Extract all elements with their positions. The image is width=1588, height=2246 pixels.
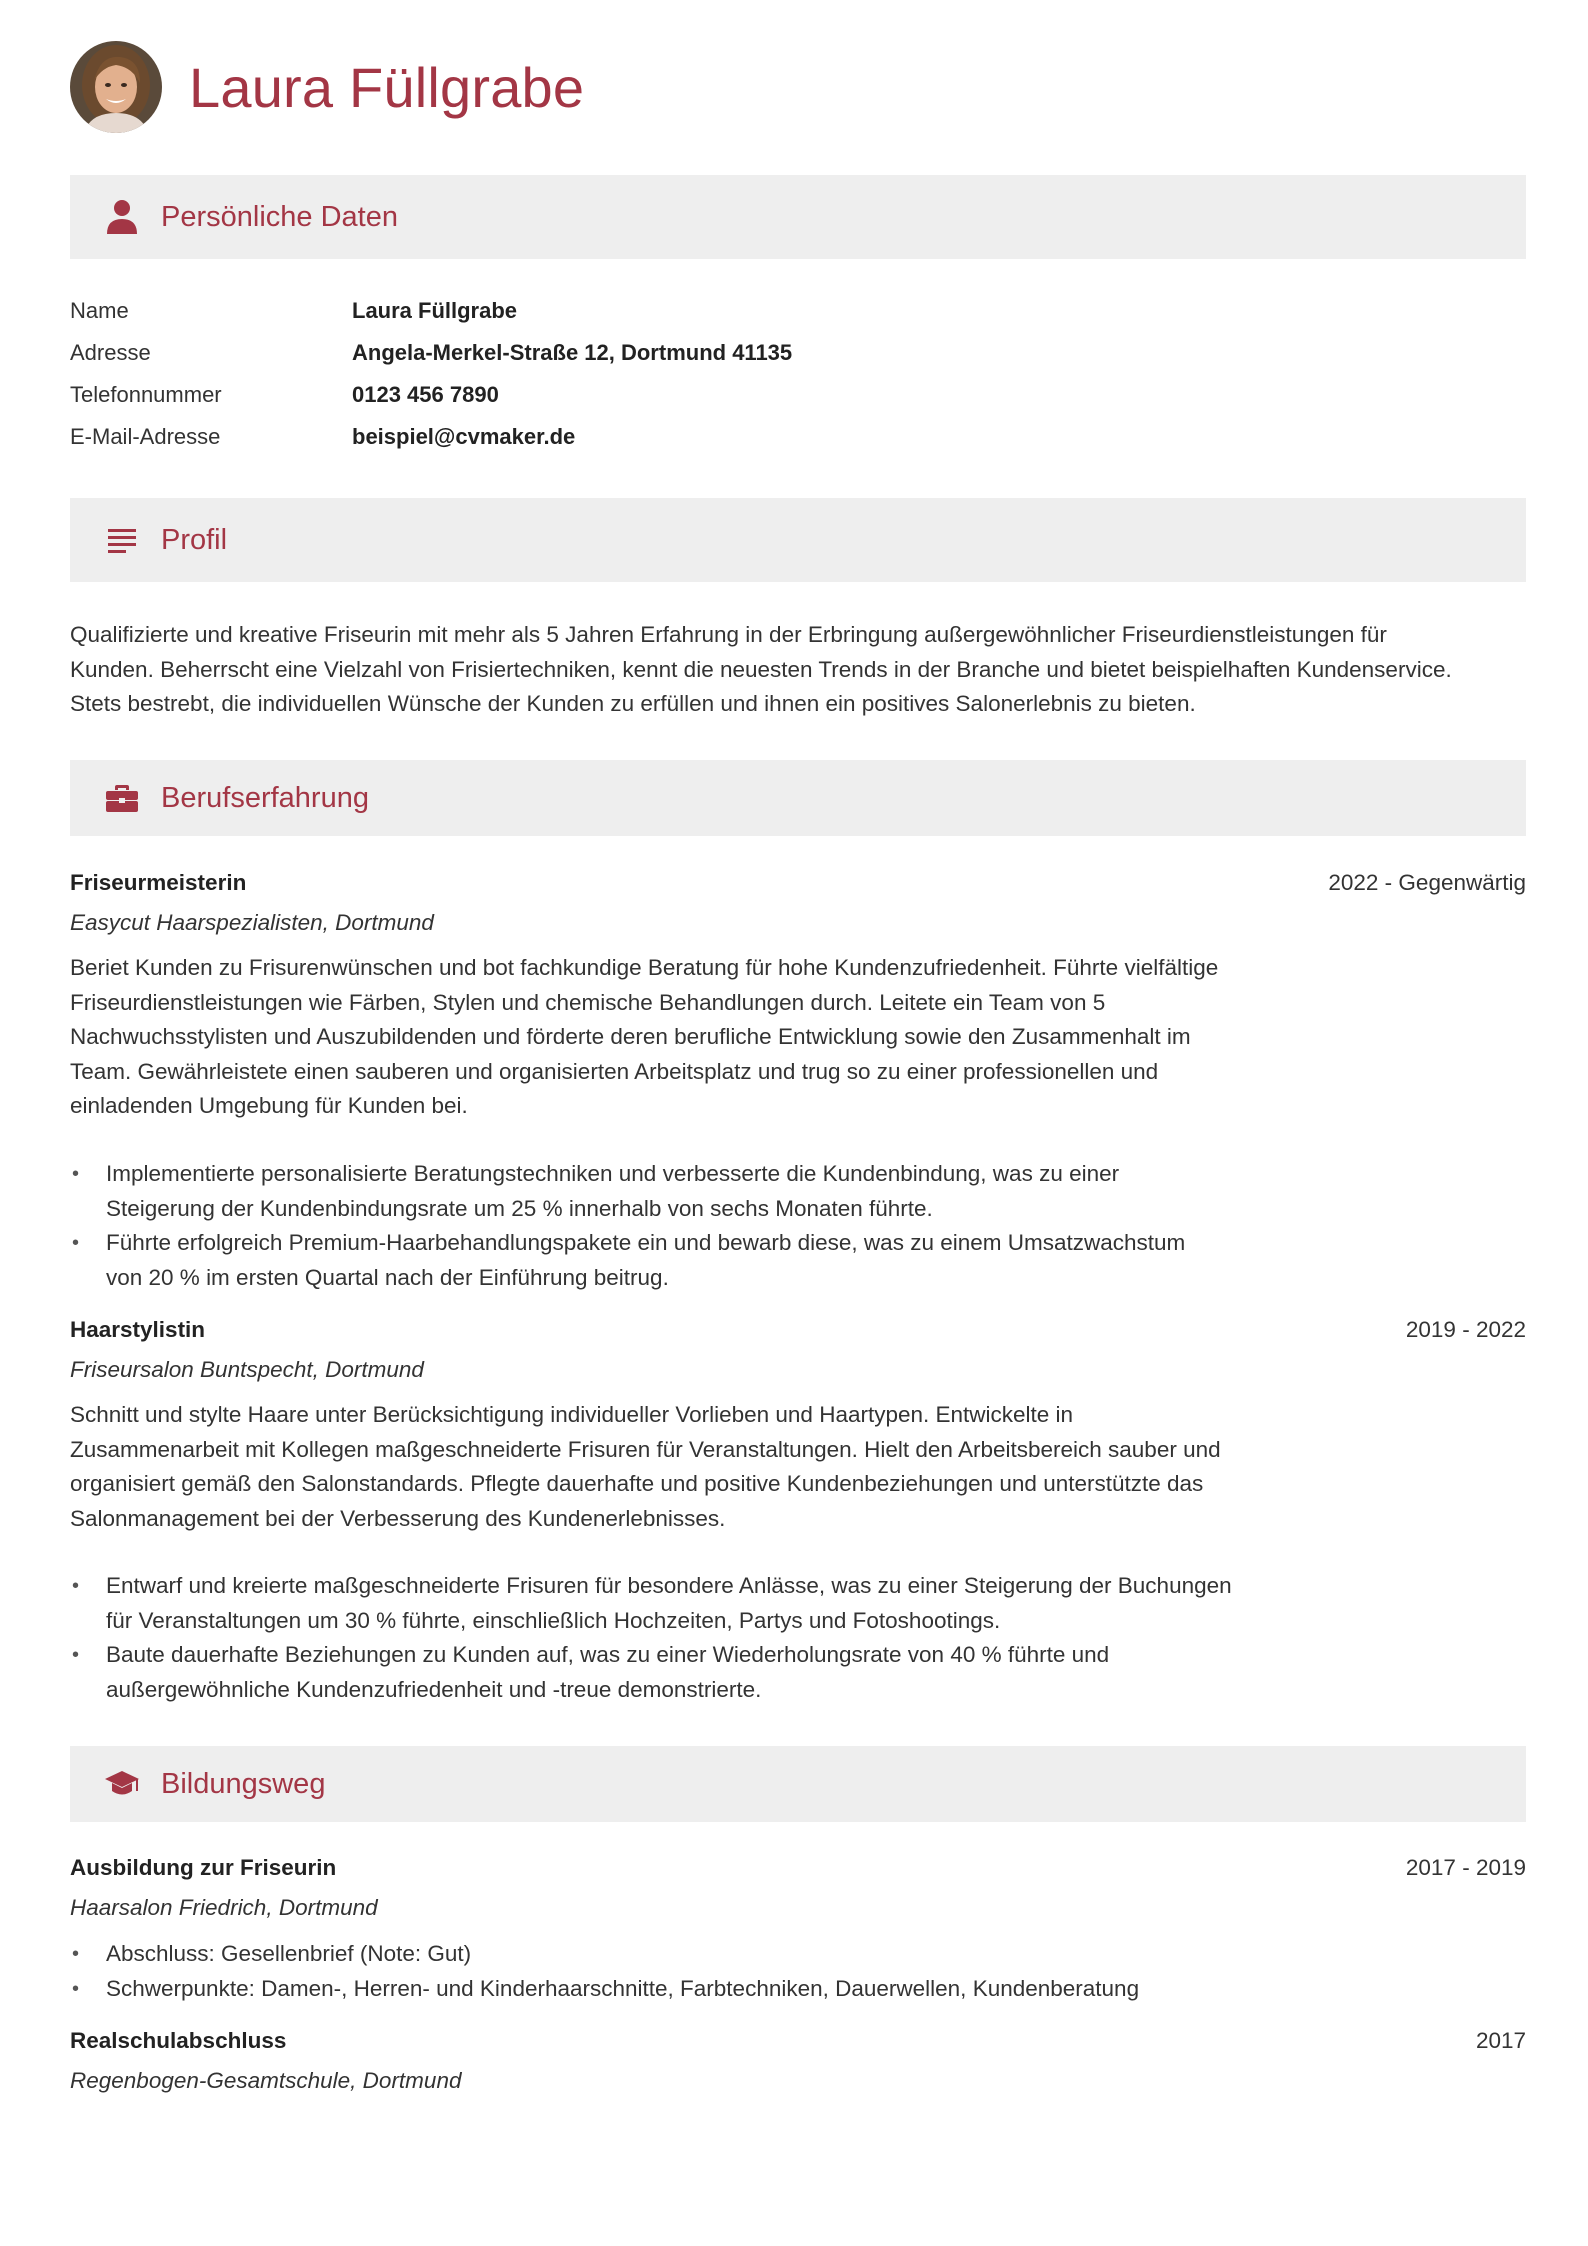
list-item bbox=[70, 1226, 1370, 1295]
text-line: Steigerung der Kundenbindungsrate um 25 % innerhalb von sechs Monaten führte. bbox=[106, 1195, 933, 1221]
education-title: Realschulabschluss bbox=[70, 2028, 287, 2053]
text-line: Team. Gewährleistete einen sauberen und organisierten Arbeitsplatz und trug so zu einer professionellen und bbox=[70, 1058, 1159, 1084]
education-institution: Regenbogen-Gesamtschule, Dortmund bbox=[70, 2068, 462, 2093]
section-header-experience bbox=[70, 760, 1526, 836]
section-title: Persönliche Daten bbox=[161, 200, 398, 233]
personal-data-table bbox=[70, 290, 1070, 458]
education-title: Ausbildung zur Friseurin bbox=[70, 1855, 337, 1880]
text-line: Beriet Kunden zu Frisurenwünschen und bot fachkundige Beratung für hohe Kundenzufriedenheit. Führte vielfältige bbox=[70, 955, 1219, 980]
text-line: Salonmanagement bei der Verbesserung des Kundenerlebnisses. bbox=[70, 1505, 726, 1531]
personal-row bbox=[70, 374, 1070, 416]
personal-row bbox=[70, 290, 1070, 332]
candidate-name: Laura Füllgrabe bbox=[189, 55, 585, 119]
field-label: E-Mail-Adresse bbox=[70, 424, 221, 449]
list-item bbox=[70, 1569, 1370, 1638]
personal-row bbox=[70, 416, 1070, 458]
job-date: 2019 - 2022 bbox=[1405, 1317, 1526, 1342]
education-institution: Haarsalon Friedrich, Dortmund bbox=[70, 1895, 378, 1920]
list-item bbox=[70, 1157, 1370, 1226]
education-details bbox=[70, 1937, 1526, 2006]
field-value: 0123 456 7890 bbox=[352, 382, 499, 407]
text-line: einladenden Umgebung für Kunden bei. bbox=[70, 1093, 468, 1118]
job-employer: Easycut Haarspezialisten, Dortmund bbox=[70, 910, 434, 935]
personal-row bbox=[70, 332, 1070, 374]
section-header-education bbox=[70, 1746, 1526, 1822]
job-description bbox=[70, 951, 1370, 1124]
list-item bbox=[70, 1638, 1370, 1707]
avatar bbox=[70, 41, 162, 133]
person-icon bbox=[103, 198, 141, 236]
field-value: Laura Füllgrabe bbox=[352, 298, 518, 323]
job-description bbox=[70, 1398, 1370, 1536]
section-header-profile bbox=[70, 498, 1526, 582]
field-label: Adresse bbox=[70, 340, 151, 365]
text-line: • Führte erfolgreich Premium-Haarbehandlungspakete ein und bewarb diese, was zu einem Umsatzwachstum bbox=[106, 1230, 1186, 1255]
graduation-cap-icon bbox=[103, 1765, 141, 1803]
profile-text bbox=[70, 618, 1526, 722]
briefcase-icon bbox=[103, 779, 141, 817]
text-line: Qualifizierte und kreative Friseurin mit mehr als 5 Jahren Erfahrung in der Erbringung außergewöhnlicher Friseurdienstleistungen für bbox=[70, 622, 1387, 647]
section-title: Bildungsweg bbox=[161, 1767, 326, 1800]
resume-header bbox=[70, 40, 584, 134]
text-line: Schnitt und stylte Haare unter Berücksichtigung individueller Vorlieben und Haartypen. Entwickelte in bbox=[70, 1402, 1074, 1427]
job-title: Friseurmeisterin bbox=[70, 870, 247, 895]
job-title: Haarstylistin bbox=[70, 1317, 206, 1342]
section-title: Berufserfahrung bbox=[161, 781, 369, 814]
text-line: Kunden. Beherrscht eine Vielzahl von Frisiertechniken, kennt die neuesten Trends in der Branche und bietet beispielhaften Kundenservice. bbox=[70, 656, 1452, 682]
text-line: Friseurdienstleistungen wie Färben, Stylen und chemische Behandlungen durch. Leitete ein Team von 5 bbox=[70, 989, 1106, 1015]
section-header-personal bbox=[70, 175, 1526, 259]
job-employer: Friseursalon Buntspecht, Dortmund bbox=[70, 1357, 424, 1382]
field-label: Telefonnummer bbox=[70, 382, 222, 407]
section-title: Profil bbox=[161, 523, 228, 556]
list-item: • Abschluss: Gesellenbrief (Note: Gut) bbox=[70, 1937, 1526, 1972]
text-lines-icon bbox=[103, 521, 141, 559]
text-line: Stets bestrebt, die individuellen Wünsche der Kunden zu erfüllen und ihnen ein positives Salonerlebnis zu bieten. bbox=[70, 691, 1196, 716]
job-achievements bbox=[70, 1569, 1370, 1707]
field-value: Angela-Merkel-Straße 12, Dortmund 41135 bbox=[352, 340, 793, 365]
job-date: 2022 - Gegenwärtig bbox=[1328, 870, 1526, 895]
text-line: Nachwuchsstylisten und Auszubildenden und förderte deren berufliche Entwicklung sowie den Zusammenhalt im bbox=[70, 1024, 1191, 1049]
text-line: • Implementierte personalisierte Beratungstechniken und verbesserte die Kundenbindung, was zu einer bbox=[106, 1161, 1120, 1186]
text-line: • Entwarf und kreierte maßgeschneiderte Frisuren für besondere Anlässe, was zu einer Steigerung der Buchungen bbox=[106, 1573, 1232, 1598]
text-line: außergewöhnliche Kundenzufriedenheit und -treue demonstrierte. bbox=[106, 1676, 762, 1702]
education-date: 2017 bbox=[1475, 2028, 1526, 2053]
education-date: 2017 - 2019 bbox=[1405, 1855, 1526, 1880]
text-line: für Veranstaltungen um 30 % führte, einschließlich Hochzeiten, Partys und Fotoshootings. bbox=[106, 1607, 1001, 1633]
text-line: organisiert gemäß den Salonstandards. Pflegte dauerhafte und positive Kundenbeziehungen und unterstützte das bbox=[70, 1471, 1204, 1496]
text-line: • Baute dauerhafte Beziehungen zu Kunden auf, was zu einer Wiederholungsrate von 40 % führte und bbox=[106, 1642, 1110, 1667]
field-value: beispiel@cvmaker.de bbox=[352, 424, 576, 449]
field-label: Name bbox=[70, 298, 129, 323]
list-item: • Schwerpunkte: Damen-, Herren- und Kinderhaarschnitte, Farbtechniken, Dauerwellen, Kundenberatung bbox=[70, 1972, 1526, 2007]
text-line: von 20 % im ersten Quartal nach der Einführung beitrug. bbox=[106, 1264, 669, 1290]
job-achievements bbox=[70, 1157, 1370, 1295]
text-line: Zusammenarbeit mit Kollegen maßgeschneiderte Frisuren für Veranstaltungen. Hielt den Arbeitsbereich sauber und bbox=[70, 1436, 1221, 1462]
